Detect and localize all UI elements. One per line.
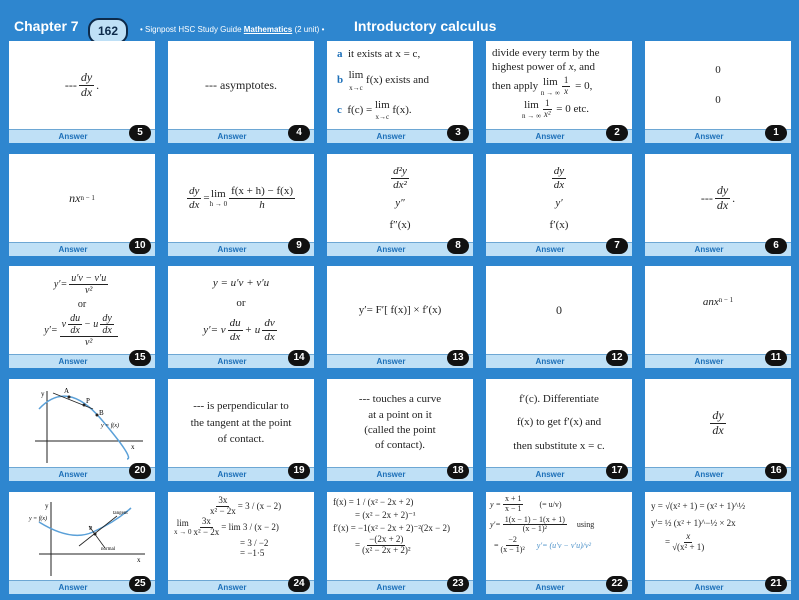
answer-link[interactable]: Answer: [535, 357, 565, 366]
card-16[interactable]: [645, 379, 791, 481]
card-number: 15: [129, 350, 151, 366]
answer-link[interactable]: Answer: [535, 470, 565, 479]
card-content: $\frac{3x}{\text{x² − 2x}}$ = 3 / (x − 2) lim x → 0 $\frac{3x}{\text{x² − 2x}}$ = lim 3 / (x − 2) = 3 / −2 = −1·5: [174, 495, 282, 559]
svg-text:tangent: tangent: [113, 511, 128, 516]
card-23[interactable]: [327, 492, 473, 594]
card-number: 4: [288, 125, 310, 141]
card-content: f(x) = 1 / (x² − 2x + 2) = (x² − 2x + 2)⁻¹ f′(x) = −1(x² − 2x + 2)⁻²(2x − 2) = $\frac{-(2x + 2)}{\text{(x² − 2x + 2)²}}$: [333, 497, 450, 556]
svg-text:B: B: [99, 409, 104, 417]
answer-link[interactable]: Answer: [694, 245, 724, 254]
answer-link[interactable]: Answer: [535, 583, 565, 592]
card-number: 16: [765, 463, 787, 479]
answer-link[interactable]: Answer: [58, 245, 88, 254]
card-content: $\frac{dy}{dx}$ = lim h → 0 $\frac{f(x + h) - f(x)}{h}$: [189, 185, 293, 211]
card-21[interactable]: [645, 492, 791, 594]
card-content: y = $\frac{x + 1}{x - 1}$ (= u/v) y′= $\frac{1(x - 1) - 1(x + 1)}{\text{(x − 1)²}}$ using = $\frac{-2}{\text{(x − 1)²}}$ y′= (u′v − v′u)/v²: [490, 494, 595, 554]
answer-link[interactable]: Answer: [217, 583, 247, 592]
card-number: 10: [129, 238, 151, 254]
card-13[interactable]: [327, 266, 473, 368]
study-guide-title: • Signpost HSC Study Guide Mathematics (2 unit) •: [140, 25, 325, 34]
answer-link[interactable]: Answer: [376, 245, 406, 254]
answer-link[interactable]: Answer: [376, 470, 406, 479]
answer-link[interactable]: Answer: [376, 132, 406, 141]
card-number: 23: [447, 576, 469, 592]
answer-link[interactable]: Answer: [58, 470, 88, 479]
card-19[interactable]: [168, 379, 314, 481]
topic-title: Introductory calculus: [354, 18, 497, 34]
card-number: 24: [288, 576, 310, 592]
card-17[interactable]: [486, 379, 632, 481]
card-content: --- is perpendicular to the tangent at the point of contact.: [190, 400, 292, 446]
svg-text:P: P: [86, 397, 90, 405]
answer-link[interactable]: Answer: [694, 132, 724, 141]
card-6[interactable]: [645, 154, 791, 256]
card-number: 11: [765, 350, 787, 366]
card-18[interactable]: [327, 379, 473, 481]
card-3[interactable]: [327, 41, 473, 143]
card-5[interactable]: [9, 41, 155, 143]
card-number: 13: [447, 350, 469, 366]
card-9[interactable]: [168, 154, 314, 256]
answer-link[interactable]: Answer: [376, 583, 406, 592]
card-content: y′= $\frac{u'v - v'u}{\text{v²}}$ or y′= v $\frac{du}{dx}$ − u $\frac{dy}{dx}$ v²: [9, 266, 155, 354]
card-content: 0: [556, 302, 562, 317]
card-15[interactable]: [9, 266, 155, 368]
card-number: 21: [765, 576, 787, 592]
card-content: --- $\frac{dy}{dx}$ .: [64, 70, 100, 99]
card-number: 2: [606, 125, 628, 141]
answer-link[interactable]: Answer: [217, 470, 247, 479]
svg-text:x: x: [137, 556, 141, 564]
card-content: anx n − 1: [702, 296, 734, 308]
answer-link[interactable]: Answer: [58, 357, 88, 366]
card-number: 9: [288, 238, 310, 254]
svg-text:A: A: [64, 387, 70, 395]
answer-link[interactable]: Answer: [217, 357, 247, 366]
page-number-badge: 162: [88, 18, 128, 44]
card-number: 5: [129, 125, 151, 141]
answer-link[interactable]: Answer: [376, 357, 406, 366]
answer-link[interactable]: Answer: [694, 583, 724, 592]
card-25[interactable]: [9, 492, 155, 594]
card-number: 14: [288, 350, 310, 366]
card-content: $\frac{\text{d²y}}{\text{dx²}}$ y″ f″(x): [389, 165, 411, 231]
card-number: 18: [447, 463, 469, 479]
card-content: f′(c). Differentiate f(x) to get f′(x) and then substitute x = c.: [513, 393, 605, 452]
answer-link[interactable]: Answer: [58, 583, 88, 592]
card-content: --- touches a curve at a point on it (called the point of contact).: [358, 393, 442, 452]
card-number: 6: [765, 238, 787, 254]
svg-text:y = f(x): y = f(x): [29, 516, 48, 522]
card-number: 20: [129, 463, 151, 479]
card-10[interactable]: [9, 154, 155, 256]
card-number: 19: [288, 463, 310, 479]
svg-text:normal: normal: [101, 547, 116, 552]
card-22[interactable]: [486, 492, 632, 594]
answer-link[interactable]: Answer: [217, 132, 247, 141]
card-number: 8: [447, 238, 469, 254]
card-content: a it exists at x = c, b lim x→c f(x) exists and c f(c) = lim x→c f(x).: [337, 48, 429, 121]
card-number: 3: [447, 125, 469, 141]
card-8[interactable]: [327, 154, 473, 256]
card-content: [9, 379, 155, 467]
card-content: --- $\frac{dy}{dx}$ .: [700, 183, 736, 212]
card-content: $\frac{dy}{dx}$: [712, 408, 724, 437]
card-7[interactable]: [486, 154, 632, 256]
card-number: 7: [606, 238, 628, 254]
curve-diagram: [9, 379, 155, 467]
card-content: 0 0: [715, 64, 721, 106]
card-number: 22: [606, 576, 628, 592]
svg-text:x: x: [131, 443, 135, 451]
card-content: y′= F′[ f(x)] × f′(x): [358, 304, 442, 316]
answer-link[interactable]: Answer: [535, 245, 565, 254]
svg-text:y: y: [41, 390, 45, 398]
chapter-title: Chapter 7: [14, 18, 79, 34]
card-12[interactable]: [486, 266, 632, 368]
answer-link[interactable]: Answer: [694, 357, 724, 366]
svg-text:y: y: [45, 502, 49, 510]
card-content: --- asymptotes.: [205, 77, 277, 92]
answer-link[interactable]: Answer: [217, 245, 247, 254]
tangent-normal-diagram: [9, 492, 155, 580]
card-number: 25: [129, 576, 151, 592]
card-2[interactable]: [486, 41, 632, 143]
card-content: $\frac{dy}{dx}$ y′ f′(x): [549, 165, 569, 231]
card-number: 17: [606, 463, 628, 479]
card-24[interactable]: [168, 492, 314, 594]
card-content: y = √(x² + 1) = (x² + 1)^½ y′= ½ (x² + 1)^−½ × 2x = $\frac{x}{\text{√(x² + 1)}}$: [651, 501, 746, 553]
svg-text:y = f(x): y = f(x): [101, 423, 120, 429]
answer-link[interactable]: Answer: [535, 132, 565, 141]
svg-text:P: P: [89, 526, 93, 532]
card-content: nx n − 1: [69, 190, 95, 205]
card-4[interactable]: [168, 41, 314, 143]
answer-link[interactable]: Answer: [694, 470, 724, 479]
card-number: 1: [765, 125, 787, 141]
card-1[interactable]: [645, 41, 791, 143]
card-20[interactable]: [9, 379, 155, 481]
answer-link[interactable]: Answer: [58, 132, 88, 141]
card-content: divide every term by the highest power of x, and then apply lim n → ∞ $\frac{1}{x}$ = 0, lim n → ∞ $\frac{1}{\text{x²}}$ = 0 etc.: [492, 47, 600, 121]
card-11[interactable]: [645, 266, 791, 368]
card-content: y = u′v + v′u or y′= v $\frac{du}{dx}$ + u $\frac{dv}{dx}$: [203, 277, 275, 343]
card-content: [9, 492, 155, 580]
card-14[interactable]: [168, 266, 314, 368]
card-number: 12: [606, 350, 628, 366]
